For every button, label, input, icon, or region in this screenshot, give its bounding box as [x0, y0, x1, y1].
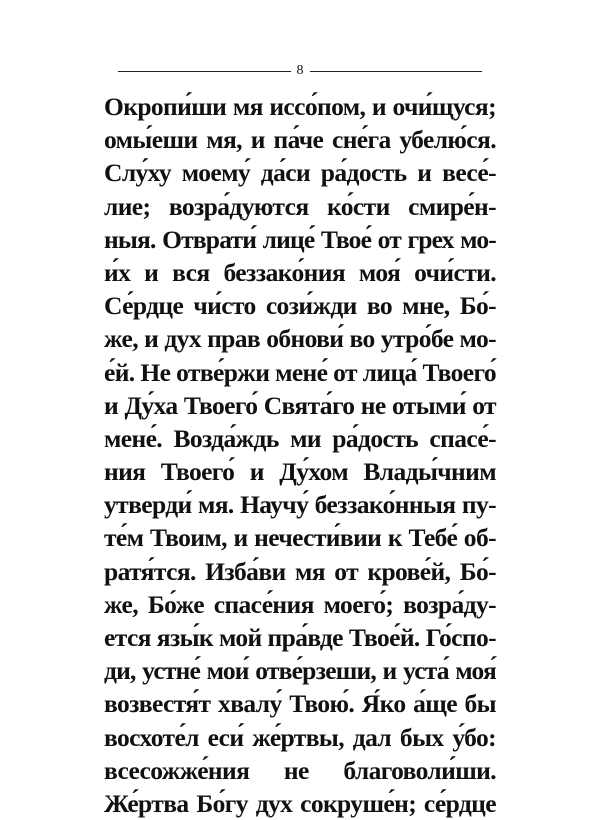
- text-line: Се́рдце чи́сто сози́жди во мне, Бо́-: [104, 291, 496, 321]
- page-number: 8: [296, 63, 304, 78]
- text-line: утверди́ мя. Научу́ беззако́нныя пу-: [104, 490, 496, 520]
- body-text: [104, 90, 496, 820]
- text-line: же, и дух прав обнови́ во утро́бе мо-: [104, 324, 496, 354]
- page-header: [118, 62, 482, 80]
- text-line: ния Твоего́ и Ду́хом Влады́чним: [104, 457, 496, 487]
- text-line: Слу́ху моему́ да́си ра́дость и весе́-: [104, 158, 496, 188]
- text-line: возвестя́т хвалу́ Твою́. Я́ко а́ще бы: [104, 689, 496, 719]
- text-line: ется язы́к мой пра́вде Твое́й. Го́спо-: [104, 623, 496, 652]
- text-line: лие; возра́дуются ко́сти смире́н-: [104, 191, 496, 221]
- text-line: Же́ртва Бо́гу дух сокруше́н; се́рдце: [104, 788, 496, 818]
- header-rule-left: [118, 71, 291, 72]
- text-line: мене́. Возда́ждь ми ра́дость спасе́-: [104, 423, 496, 453]
- text-line: е́й. Не отве́ржи мене́ от лица́ Твоего́: [104, 357, 496, 387]
- text-line: ныя. Отврати́ лице́ Твое́ от грех мо-: [104, 224, 496, 254]
- text-line: омы́еши мя, и па́че сне́га убелю́ся.: [104, 125, 496, 155]
- text-line: же, Бо́же спасе́ния моего́; возра́ду-: [104, 589, 496, 619]
- text-line: ратя́тся. Изба́ви мя от крове́й, Бо́-: [104, 556, 496, 586]
- text-line: и Ду́ха Твоего́ Свята́го не отыми́ от: [104, 390, 496, 420]
- text-line: и́х и вся беззако́ния моя́ очи́сти.: [104, 257, 496, 287]
- text-line: восхоте́л еси́ же́ртвы, дал бых у́бо:: [104, 722, 496, 752]
- text-line: ди, устне́ мои́ отве́рзеши, и уста́ моя́: [104, 656, 496, 686]
- header-rule-right: [310, 71, 483, 72]
- text-line: те́м Твоим, и нечести́вии к Тебе́ об-: [104, 523, 496, 553]
- text-line: всесожже́ния не благоволи́ши.: [104, 755, 496, 785]
- text-line: Окропи́ши мя иссо́пом, и очи́щуся;: [104, 92, 496, 121]
